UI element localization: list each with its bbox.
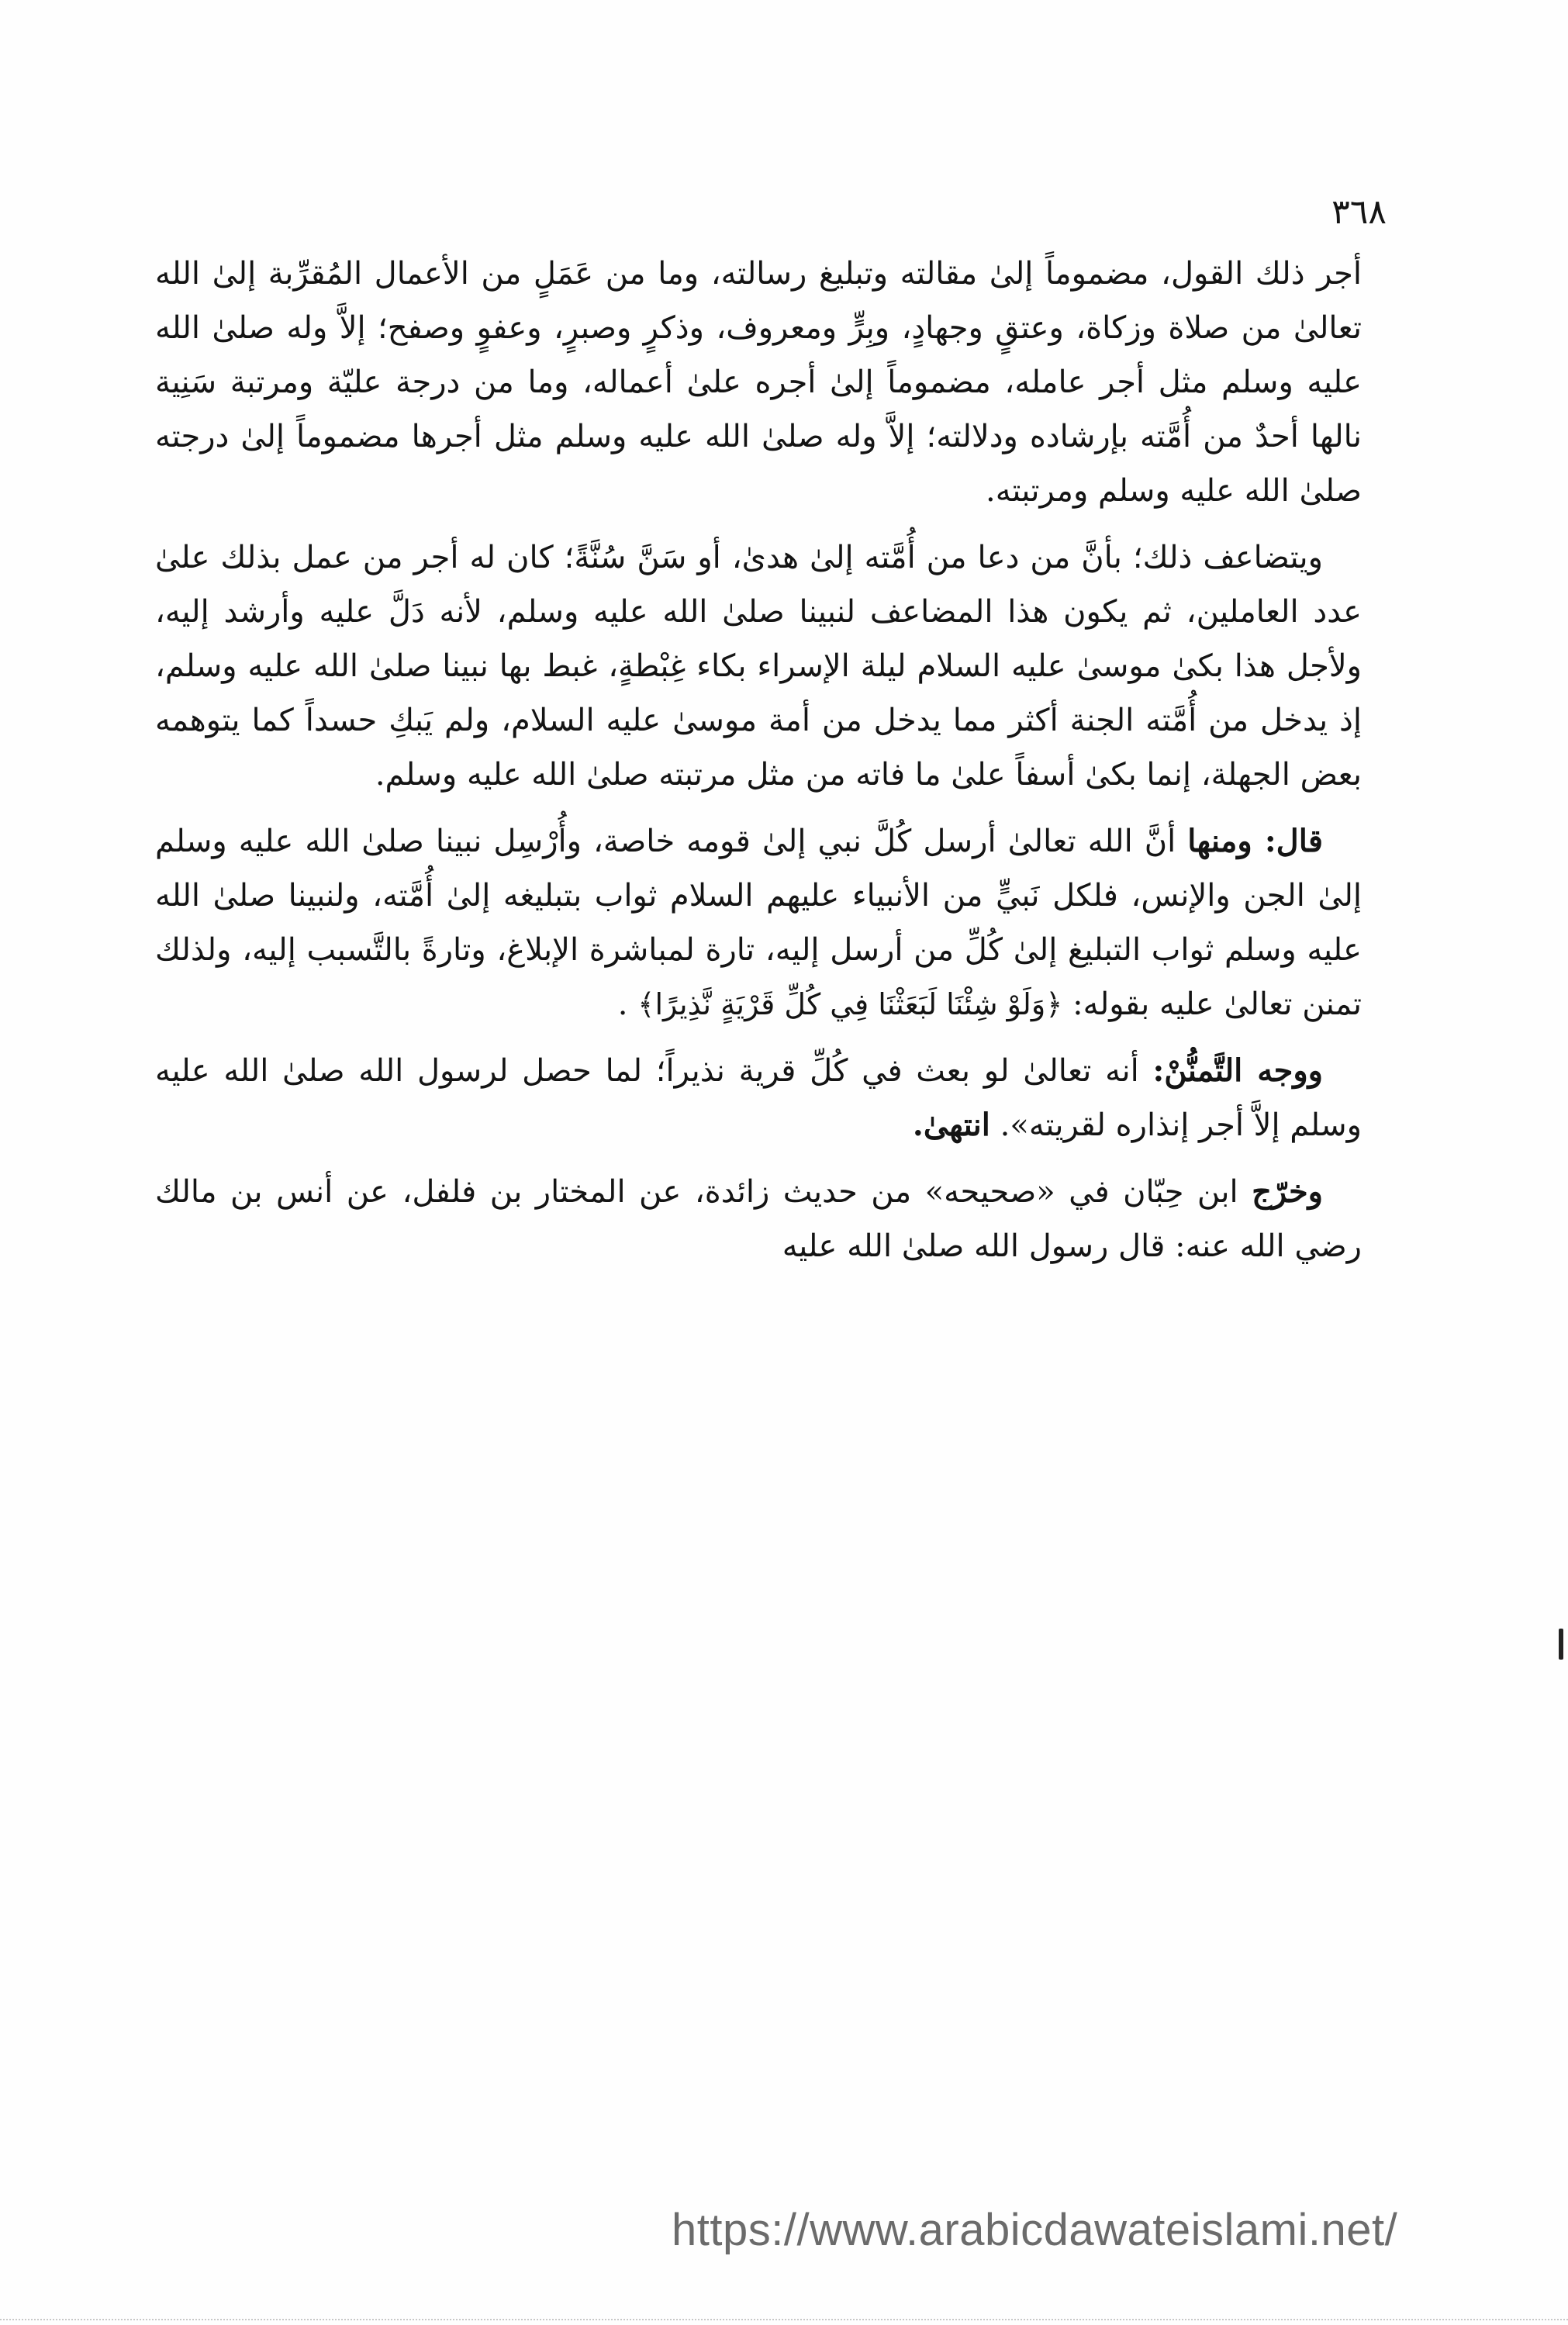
- page-number: ٣٦٨: [1331, 192, 1387, 232]
- paragraph-3-text: أنَّ الله تعالىٰ أرسل كُلَّ نبي إلىٰ قومه خاصة، وأُرْسِل نبينا صلىٰ الله عليه وسلم إلىٰ الجن والإنس، فلكل نَبيٍّ من الأنبياء عليهم السلام ثواب بتبليغه إلىٰ أُمَّته، ولنبينا صلىٰ الله عليه وسلم ثواب التبليغ إلىٰ كُلِّ من أرسل إليه، تارة لمباشرة الإبلاغ، وتارةً بالتَّسبب إليه، ولذلك تمنن تعالىٰ عليه بقوله:: [155, 824, 1363, 1022]
- paragraph-2: ويتضاعف ذلك؛ بأنَّ من دعا من أُمَّته إلىٰ هدىٰ، أو سَنَّ سُنَّةً؛ كان له أجر من عمل بذلك علىٰ عدد العاملين، ثم يكون هذا المضاعف لنبينا صلىٰ الله عليه وسلم، لأنه دَلَّ عليه وأرشد إليه، ولأجل هذا بكىٰ موسىٰ عليه السلام ليلة الإسراء بكاء غِبْطةٍ، غبط بها نبينا صلىٰ الله عليه وسلم، إذ يدخل من أُمَّته الجنة أكثر مما يدخل من أمة موسىٰ عليه السلام، ولم يَبكِ حسداً كما يتوهمه بعض الجهلة، إنما بكىٰ أسفاً علىٰ ما فاته من مثل مرتبته صلىٰ الله عليه وسلم.: [155, 540, 1362, 793]
- paragraph-5-text: ابن حِبّان في «صحيحه» من حديث زائدة، عن المختار بن فلفل، عن أنس بن مالك رضي الله عنه: قال رسول الله صلىٰ الله عليه: [155, 1174, 1362, 1264]
- paragraph-4-end: انتهىٰ.: [912, 1107, 990, 1143]
- paragraph-3: [155, 814, 1362, 1031]
- margin-mark: [1559, 1629, 1563, 1660]
- bottom-divider: [0, 2319, 1568, 2322]
- paragraph-3-lead: قال: ومنها: [1187, 823, 1324, 859]
- paragraph-4-text: أنه تعالىٰ لو بعث في كُلِّ قرية نذيراً؛ لما حصل لرسول الله صلىٰ الله عليه وسلم إلاَّ أجر إنذاره لقريته».: [155, 1053, 1362, 1143]
- page-body: [155, 247, 1362, 1286]
- paragraph-4: [155, 1044, 1362, 1152]
- paragraph-3-end: .: [617, 986, 628, 1022]
- quran-verse: ﴿وَلَوْ شِئْنَا لَبَعَثْنَا فِي كُلِّ قَرْيَةٍ نَّذِيرًا﴾: [637, 987, 1063, 1021]
- paragraph-5-lead: وخرّج: [1252, 1173, 1323, 1210]
- paragraph-5: [155, 1165, 1362, 1273]
- footer-url[interactable]: https://www.arabicdawateislami.net/: [672, 2205, 1398, 2255]
- paragraph-4-lead: ووجه التَّمنُّنْ:: [1152, 1052, 1323, 1089]
- paragraph-1: أجر ذلك القول، مضموماً إلىٰ مقالته وتبليغ رسالته، وما من عَمَلٍ من الأعمال المُقرِّبة إلىٰ الله تعالىٰ من صلاة وزكاة، وعتقٍ وجهادٍ، وبِرٍّ ومعروف، وذكرٍ وصبرٍ، وعفوٍ وصفح؛ إلاَّ وله صلىٰ الله عليه وسلم مثل أجر عامله، مضموماً إلىٰ أجره علىٰ أعماله، وما من درجة عليّة ومرتبة سَنِية نالها أحدٌ من أُمَّته بإرشاده ودلالته؛ إلاَّ وله صلىٰ الله عليه وسلم مثل أجرها مضموماً إلىٰ درجته صلىٰ الله عليه وسلم ومرتبته.: [155, 256, 1362, 509]
